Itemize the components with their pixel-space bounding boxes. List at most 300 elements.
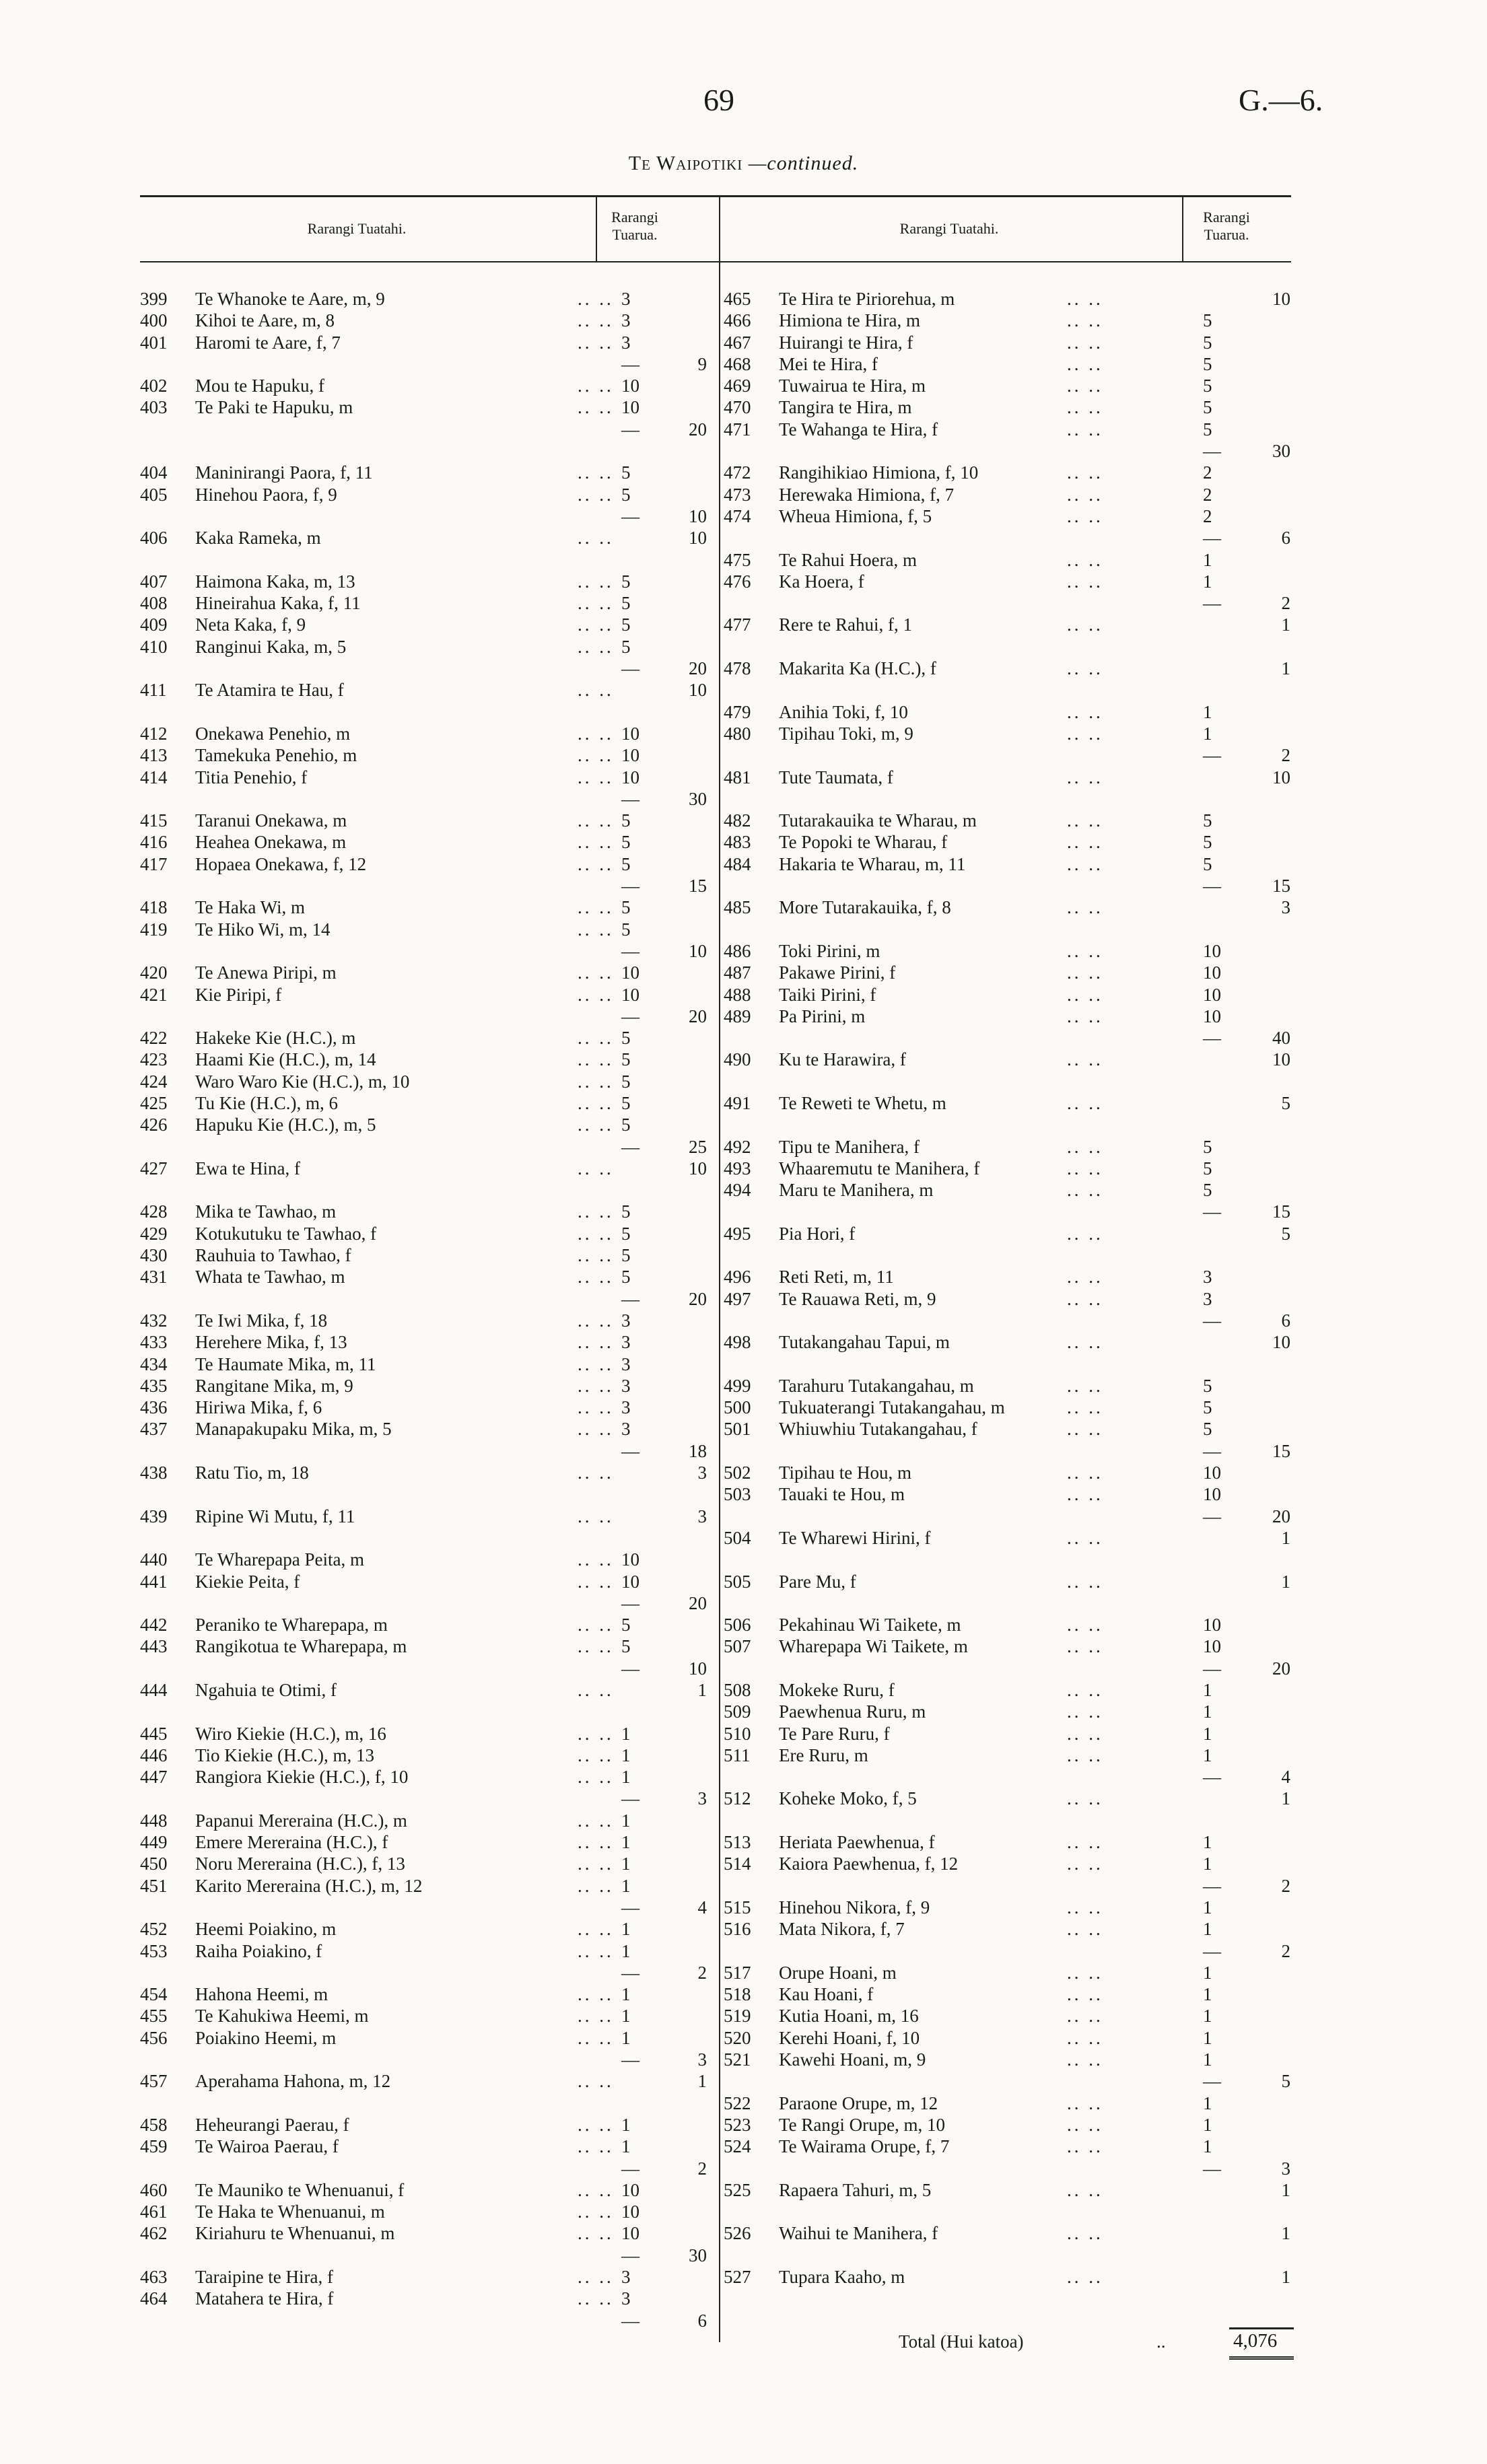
table-row: [724, 2266, 1303, 2288]
table-row: [724, 1201, 1303, 1222]
leader-dots: .. ..: [1067, 701, 1103, 722]
table-row: [140, 1440, 719, 1462]
table-row: [140, 1353, 719, 1375]
table-row: [140, 2201, 719, 2222]
entry-name: Matahera te Hira, f: [195, 2288, 334, 2309]
area-value: 5: [621, 1201, 631, 1222]
subtotal-value: 3: [697, 1463, 707, 1483]
table-row: [140, 2114, 719, 2136]
subtotal-dash: —: [621, 940, 639, 961]
subtotal-dash: —: [621, 1658, 639, 1679]
table-row: [724, 1223, 1303, 1244]
table-row: [724, 1766, 1303, 1788]
leader-dots: .. ..: [1067, 1527, 1103, 1548]
leader-dots: .. ..: [1067, 1049, 1103, 1070]
subtotal-value: 18: [689, 1440, 707, 1461]
table-row: [140, 1483, 719, 1505]
area-value: 5: [621, 593, 631, 614]
area-value: 10: [1203, 1484, 1221, 1505]
area-value: 1: [621, 1745, 631, 1765]
area-value: 3: [621, 1397, 631, 1418]
entry-name: Te Whanoke te Aare, m, 9: [195, 289, 385, 309]
leader-dots: .. ..: [578, 1745, 614, 1765]
leader-dots: .. ..: [578, 2223, 614, 2244]
entry-name: Heriata Paewhenua, f: [779, 1832, 935, 1853]
table-row: [724, 396, 1303, 418]
table-row: [140, 375, 719, 396]
entry-name: Kaiora Paewhenua, f, 12: [779, 1854, 959, 1874]
leader-dots: .. ..: [1067, 1897, 1103, 1917]
entry-number: 508: [724, 1680, 751, 1700]
area-value: 5: [1203, 310, 1212, 331]
area-value: 5: [621, 614, 631, 635]
area-value: 5: [621, 1267, 631, 1288]
table-row: [140, 679, 719, 701]
entry-name: Tutarakauika te Wharau, m: [779, 810, 977, 831]
leader-dots: .. ..: [578, 1267, 614, 1288]
entry-number: 401: [140, 332, 168, 353]
area-value: 1: [1203, 723, 1212, 744]
table-row: [724, 1244, 1303, 1266]
table-row: [140, 2266, 719, 2288]
entry-name: Makarita Ka (H.C.), f: [779, 658, 936, 679]
table-row: [724, 2092, 1303, 2114]
entry-name: Rangihikiao Himiona, f, 10: [779, 462, 979, 483]
entry-name: Manapakupaku Mika, m, 5: [195, 1419, 392, 1440]
table-row: [724, 288, 1303, 310]
leader-dots: .. ..: [578, 1158, 614, 1178]
subtotal-dash: —: [621, 1962, 639, 1983]
subtotal-value: 1: [1281, 1527, 1290, 1548]
table-row: [724, 1810, 1303, 1831]
entry-name: More Tutarakauika, f, 8: [779, 897, 951, 918]
entry-number: 525: [724, 2179, 751, 2200]
table-row: [724, 1614, 1303, 1635]
leader-dots: .. ..: [578, 832, 614, 853]
leader-dots: .. ..: [578, 2027, 614, 2048]
table-row: [724, 375, 1303, 396]
area-value: 1: [621, 2114, 631, 2135]
table-row: [724, 1006, 1303, 1027]
table-row: [140, 1983, 719, 2005]
area-value: 10: [621, 767, 639, 787]
entry-number: 500: [724, 1397, 751, 1418]
entry-number: 482: [724, 810, 751, 831]
leader-dots: .. ..: [578, 1919, 614, 1940]
area-value: 1: [1203, 571, 1212, 592]
entry-number: 464: [140, 2288, 168, 2309]
entry-number: 485: [724, 897, 751, 918]
subtotal-dash: —: [1203, 2158, 1221, 2179]
area-value: 5: [1203, 419, 1212, 439]
entry-name: Wharepapa Wi Taikete, m: [779, 1636, 968, 1657]
entry-name: Rangikotua te Wharepapa, m: [195, 1636, 407, 1657]
entry-name: Tipihau te Hou, m: [779, 1463, 912, 1483]
entry-name: Herewaka Himiona, f, 7: [779, 484, 955, 505]
entry-name: Ripine Wi Mutu, f, 11: [195, 1506, 355, 1526]
table-row: [140, 419, 719, 440]
left-area-header-line1: Rarangi: [611, 209, 658, 225]
leader-dots: .. ..: [578, 571, 614, 592]
table-row: [724, 701, 1303, 723]
left-area-divider: [596, 195, 597, 262]
area-value: 10: [621, 1549, 639, 1570]
area-value: 10: [621, 962, 639, 983]
leader-dots: .. ..: [578, 1810, 614, 1831]
area-value: 5: [621, 571, 631, 592]
table-row: [140, 1810, 719, 1831]
area-value: 1: [1203, 549, 1212, 570]
entry-number: 478: [724, 658, 751, 679]
entry-name: Pare Mu, f: [779, 1571, 856, 1592]
entry-number: 414: [140, 767, 168, 787]
entry-number: 457: [140, 2071, 168, 2092]
entry-number: 420: [140, 962, 168, 983]
area-value: 3: [621, 1332, 631, 1353]
entry-number: 411: [140, 680, 167, 701]
table-row: [724, 1635, 1303, 1657]
entry-name: Hakaria te Wharau, m, 11: [779, 853, 966, 874]
subtotal-value: 10: [1272, 767, 1290, 787]
entry-number: 473: [724, 484, 751, 505]
leader-dots: .. ..: [578, 1832, 614, 1853]
entry-name: Tukuaterangi Tutakangahau, m: [779, 1397, 1005, 1418]
leader-dots: .. ..: [1067, 1984, 1103, 2005]
leader-dots: .. ..: [578, 1353, 614, 1374]
area-value: 1: [1203, 2027, 1212, 2048]
table-row: [724, 2136, 1303, 2157]
entry-number: 518: [724, 1984, 751, 2005]
subtotal-value: 25: [689, 1136, 707, 1157]
entry-number: 507: [724, 1636, 751, 1657]
area-value: 10: [621, 1571, 639, 1592]
table-row: [724, 1897, 1303, 1918]
subtotal-dash: —: [621, 788, 639, 809]
subtotal-value: 15: [1272, 876, 1290, 896]
table-row: [724, 1353, 1303, 1375]
subtotal-dash: —: [621, 658, 639, 679]
area-value: 5: [1203, 853, 1212, 874]
entry-name: Tu Kie (H.C.), m, 6: [195, 1092, 339, 1113]
entry-number: 468: [724, 353, 751, 374]
table-row: [140, 1158, 719, 1179]
table-row: [140, 2005, 719, 2027]
entry-number: 472: [724, 462, 751, 483]
subtotal-value: 2: [1281, 745, 1290, 766]
entry-name: Rere te Rahui, f, 1: [779, 614, 912, 635]
entry-name: Herehere Mika, f, 13: [195, 1332, 347, 1353]
entry-name: Hopaea Onekawa, f, 12: [195, 853, 367, 874]
subtotal-dash: —: [621, 353, 639, 374]
leader-dots: .. ..: [578, 723, 614, 744]
leader-dots: .. ..: [578, 2071, 614, 2092]
entry-name: Hakeke Kie (H.C.), m: [195, 1028, 356, 1049]
leader-dots: .. ..: [578, 2202, 614, 2222]
entry-number: 405: [140, 484, 168, 505]
subtotal-value: 10: [689, 940, 707, 961]
subtotal-value: 10: [689, 1158, 707, 1178]
entry-number: 442: [140, 1615, 168, 1635]
leader-dots: .. ..: [1067, 2027, 1103, 2048]
entry-number: 430: [140, 1245, 168, 1266]
entry-name: Peraniko te Wharepapa, m: [195, 1615, 388, 1635]
subtotal-value: 6: [1281, 528, 1290, 549]
table-row: [724, 1592, 1303, 1614]
table-row: [140, 1788, 719, 1809]
table-row: [724, 1527, 1303, 1549]
entry-number: 517: [724, 1962, 751, 1983]
subtotal-value: 9: [697, 353, 707, 374]
subtotal-value: 1: [1281, 614, 1290, 635]
leader-dots: .. ..: [1067, 1158, 1103, 1178]
entry-name: Waro Waro Kie (H.C.), m, 10: [195, 1071, 410, 1092]
entry-name: Te Haumate Mika, m, 11: [195, 1353, 376, 1374]
entry-name: Kotukutuku te Tawhao, f: [195, 1223, 377, 1244]
entry-number: 407: [140, 571, 168, 592]
entry-name: Te Wairoa Paerau, f: [195, 2136, 339, 2157]
entry-name: Taraipine te Hira, f: [195, 2267, 334, 2288]
leader-dots: .. ..: [578, 1506, 614, 1526]
table-row: [724, 896, 1303, 918]
entry-number: 471: [724, 419, 751, 439]
table-row: [140, 1136, 719, 1158]
table-row: [140, 1766, 719, 1788]
entry-number: 493: [724, 1158, 751, 1178]
entry-number: 423: [140, 1049, 168, 1070]
entry-number: 521: [724, 2049, 751, 2070]
entry-name: Mou te Hapuku, f: [195, 376, 324, 396]
entry-number: 460: [140, 2179, 168, 2200]
entry-number: 416: [140, 832, 168, 853]
table-row: [140, 940, 719, 962]
leader-dots: .. ..: [1067, 571, 1103, 592]
leader-dots: .. ..: [1067, 397, 1103, 418]
area-value: 10: [1203, 1636, 1221, 1657]
leader-dots: .. ..: [578, 1571, 614, 1592]
area-value: 1: [621, 2136, 631, 2157]
subtotal-value: 3: [1281, 897, 1290, 918]
entry-number: 516: [724, 1919, 751, 1940]
entry-name: Aperahama Hahona, m, 12: [195, 2071, 391, 2092]
area-value: 5: [621, 919, 631, 940]
table-row: [724, 1701, 1303, 1722]
subtotal-value: 20: [1272, 1658, 1290, 1679]
area-value: 10: [1203, 962, 1221, 983]
subtotal-dash: —: [1203, 1875, 1221, 1896]
table-row: [724, 1331, 1303, 1353]
entry-number: 400: [140, 310, 168, 331]
entry-name: Te Anewa Piripi, m: [195, 962, 337, 983]
leader-dots: .. ..: [578, 528, 614, 549]
entry-name: Kau Hoani, f: [779, 1984, 874, 2005]
area-value: 5: [621, 1636, 631, 1657]
entry-number: 404: [140, 462, 168, 483]
entry-number: 439: [140, 1506, 168, 1526]
entry-name: Rapaera Tahuri, m, 5: [779, 2179, 932, 2200]
table-row: [724, 1940, 1303, 1962]
entry-name: Te Hira te Piriorehua, m: [779, 289, 955, 309]
area-value: 1: [1203, 1832, 1212, 1853]
area-value: 5: [621, 853, 631, 874]
entry-number: 453: [140, 1940, 168, 1961]
entry-number: 447: [140, 1767, 168, 1788]
area-value: 10: [1203, 984, 1221, 1005]
entry-number: 436: [140, 1397, 168, 1418]
subtotal-value: 15: [689, 876, 707, 896]
right-area-divider: [1182, 195, 1183, 262]
entry-name: Whata te Tawhao, m: [195, 1267, 345, 1288]
entry-name: Hapuku Kie (H.C.), m, 5: [195, 1115, 376, 1135]
entry-number: 492: [724, 1136, 751, 1157]
area-value: 10: [621, 2223, 639, 2244]
area-value: 3: [1203, 1288, 1212, 1309]
subtotal-dash: —: [621, 1288, 639, 1309]
area-value: 5: [621, 1028, 631, 1049]
entry-number: 496: [724, 1267, 751, 1288]
entry-number: 448: [140, 1810, 168, 1831]
area-value: 1: [1203, 2006, 1212, 2027]
leader-dots: .. ..: [1067, 984, 1103, 1005]
entry-number: 502: [724, 1463, 751, 1483]
table-row: [724, 332, 1303, 353]
area-value: 5: [621, 1092, 631, 1113]
entry-number: 433: [140, 1332, 168, 1353]
subtotal-dash: —: [621, 1440, 639, 1461]
subtotal-value: 1: [1281, 658, 1290, 679]
running-title: [0, 152, 1487, 175]
subtotal-dash: —: [621, 419, 639, 439]
entry-name: Taranui Onekawa, m: [195, 810, 347, 831]
subtotal-dash: —: [1203, 1028, 1221, 1049]
entry-name: Ngahuia te Otimi, f: [195, 1680, 337, 1700]
area-value: 10: [621, 745, 639, 766]
entry-number: 475: [724, 549, 751, 570]
entry-name: Paraone Orupe, m, 12: [779, 2092, 938, 2113]
table-row: [140, 1701, 719, 1722]
entry-name: Tarahuru Tutakangahau, m: [779, 1375, 974, 1396]
table-row: [140, 1223, 719, 1244]
table-row: [724, 1506, 1303, 1527]
entry-number: 446: [140, 1745, 168, 1765]
table-row: [140, 1179, 719, 1201]
table-row: [140, 1049, 719, 1070]
leader-dots: .. ..: [1067, 1854, 1103, 1874]
table-row: [724, 440, 1303, 462]
leader-dots: .. ..: [578, 1397, 614, 1418]
area-value: 10: [621, 397, 639, 418]
leader-dots: .. ..: [578, 1680, 614, 1700]
entry-name: Karito Mereraina (H.C.), m, 12: [195, 1875, 423, 1896]
entry-name: Ere Ruru, m: [779, 1745, 868, 1765]
subtotal-value: 4: [697, 1897, 707, 1917]
leader-dots: .. ..: [578, 289, 614, 309]
entry-name: Te Wharepapa Peita, m: [195, 1549, 365, 1570]
table-row: [140, 1679, 719, 1701]
area-value: 1: [621, 1723, 631, 1744]
entry-number: 452: [140, 1919, 168, 1940]
leader-dots: .. ..: [1067, 2049, 1103, 2070]
table-row: [140, 1723, 719, 1745]
table-row: [140, 1244, 719, 1266]
entry-number: 412: [140, 723, 168, 744]
table-row: [724, 962, 1303, 983]
area-value: 5: [1203, 1180, 1212, 1201]
area-value: 1: [1203, 1854, 1212, 1874]
leader-dots: .. ..: [1067, 1745, 1103, 1765]
subtotal-value: 4: [1281, 1767, 1290, 1788]
area-value: 3: [621, 289, 631, 309]
leader-dots: .. ..: [1067, 810, 1103, 831]
table-row: [140, 1614, 719, 1635]
leader-dots: .. ..: [1067, 1680, 1103, 1700]
leader-dots: .. ..: [578, 484, 614, 505]
leader-dots: .. ..: [1067, 1832, 1103, 1853]
area-value: 10: [1203, 1615, 1221, 1635]
entry-name: Haromi te Aare, f, 7: [195, 332, 341, 353]
entry-name: Te Wairama Orupe, f, 7: [779, 2136, 950, 2157]
entry-name: Mika te Tawhao, m: [195, 1201, 337, 1222]
subtotal-value: 10: [689, 505, 707, 526]
entry-name: Te Kahukiwa Heemi, m: [195, 2006, 369, 2027]
entry-name: Te Reweti te Whetu, m: [779, 1092, 946, 1113]
table-row: [724, 1158, 1303, 1179]
table-row: [140, 1549, 719, 1570]
page-number: 69: [703, 83, 734, 117]
leader-dots: .. ..: [578, 1092, 614, 1113]
leader-dots: .. ..: [1067, 1332, 1103, 1353]
subtotal-value: 15: [1272, 1440, 1290, 1461]
table-row: [724, 853, 1303, 875]
area-value: 1: [621, 1767, 631, 1788]
subtotal-dash: —: [1203, 2071, 1221, 2092]
entry-name: Te Rauawa Reti, m, 9: [779, 1288, 936, 1309]
entry-name: Te Rangi Orupe, m, 10: [779, 2114, 946, 2135]
table-row: [140, 896, 719, 918]
table-row: [724, 1983, 1303, 2005]
area-value: 1: [1203, 1984, 1212, 2005]
table-row: [140, 767, 719, 788]
leader-dots: .. ..: [578, 1223, 614, 1244]
left-area-header: [598, 209, 672, 244]
entry-number: 481: [724, 767, 751, 787]
table-row: [724, 527, 1303, 549]
entry-number: 490: [724, 1049, 751, 1070]
subtotal-dash: —: [621, 1592, 639, 1613]
subtotal-value: 20: [689, 1288, 707, 1309]
leader-dots: .. ..: [1067, 962, 1103, 983]
entry-number: 522: [724, 2092, 751, 2113]
table-row: [724, 462, 1303, 483]
table-row: [724, 1266, 1303, 1288]
area-value: 1: [1203, 1745, 1212, 1765]
leader-dots: .. ..: [578, 1940, 614, 1961]
table-row: [140, 1462, 719, 1483]
entry-number: 441: [140, 1571, 168, 1592]
leader-dots: .. ..: [1067, 1723, 1103, 1744]
leader-dots: .. ..: [1067, 1919, 1103, 1940]
entry-name: Tangira te Hira, m: [779, 397, 912, 418]
area-value: 3: [621, 332, 631, 353]
area-value: 1: [621, 1854, 631, 1874]
table-row: [724, 1179, 1303, 1201]
entry-name: Himiona te Hira, m: [779, 310, 920, 331]
table-row: [724, 1788, 1303, 1809]
leader-dots: .. ..: [1067, 2136, 1103, 2157]
table-row: [724, 1853, 1303, 1874]
table-row: [140, 2092, 719, 2114]
entry-name: Te Pare Ruru, f: [779, 1723, 890, 1744]
leader-dots: .. ..: [1067, 289, 1103, 309]
